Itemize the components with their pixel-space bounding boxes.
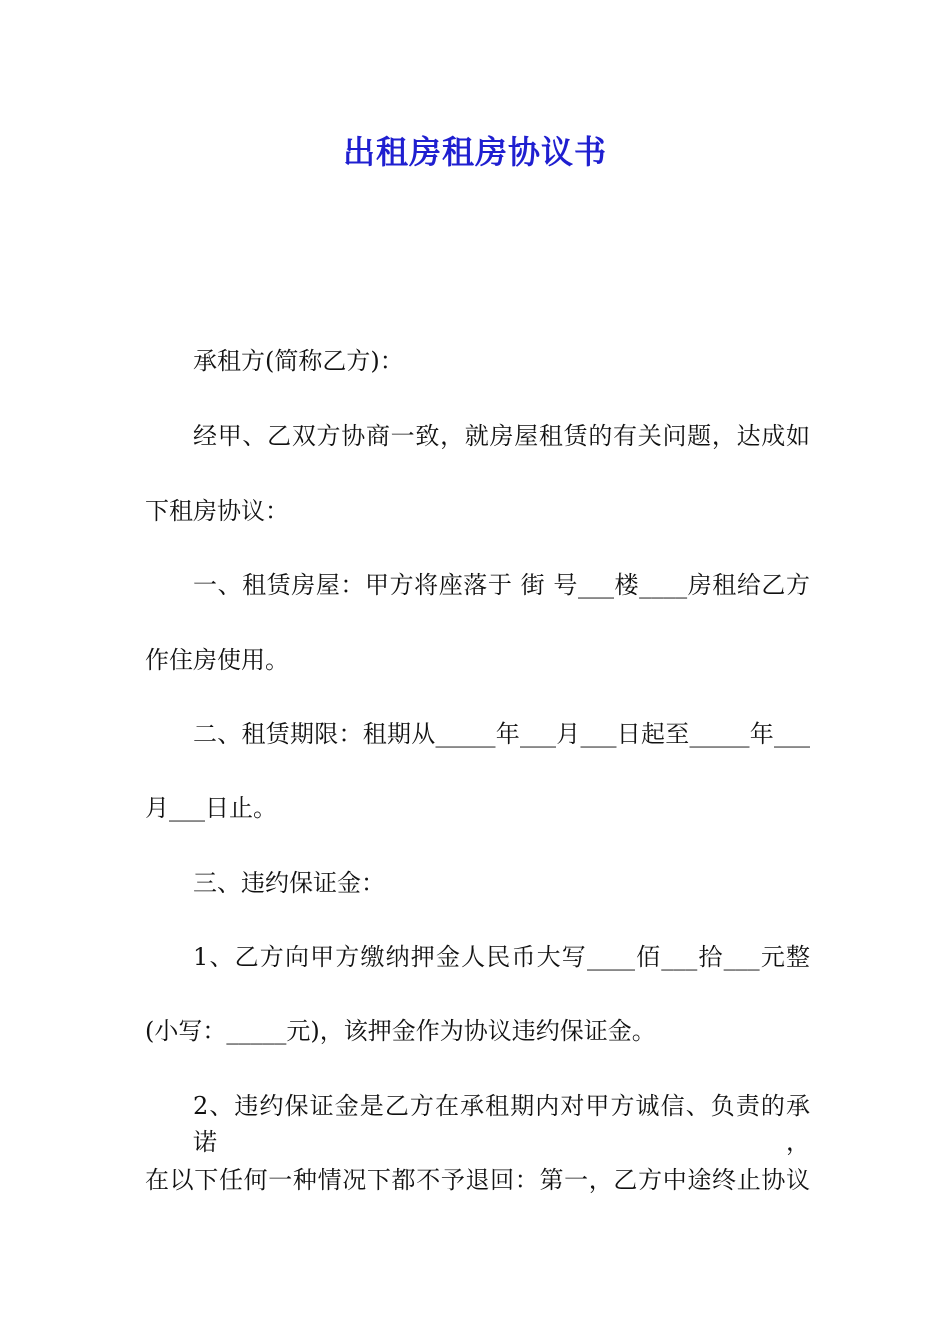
clause-1-line-1: 一、租赁房屋：甲方将座落于 街 号___楼____房租给乙方 <box>193 571 810 599</box>
clause-3-item-1-line-1: 1、乙方向甲方缴纳押金人民币大写____佰___拾___元整 <box>193 943 810 971</box>
clause-2-line-2: 月___日止。 <box>145 794 277 822</box>
clause-3-item-1-line-2: (小写：_____元)，该押金作为协议违约保证金。 <box>145 1017 656 1045</box>
clause-3-heading: 三、违约保证金： <box>193 869 385 897</box>
clause-3-item-2-line-1: 2、违约保证金是乙方在承租期内对甲方诚信、负责的承诺， <box>193 1092 810 1156</box>
agreement-intro-line-1: 经甲、乙双方协商一致，就房屋租赁的有关问题，达成如 <box>193 422 810 450</box>
lessee-line: 承租方(简称乙方)： <box>193 347 404 375</box>
agreement-intro-line-2: 下租房协议： <box>145 497 289 525</box>
clause-2-line-1: 二、租赁期限：租期从_____年___月___日起至_____年___ <box>193 720 810 748</box>
document-title: 出租房租房协议书 <box>342 133 607 171</box>
clause-3-item-2-line-2: 在以下任何一种情况下都不予退回：第一，乙方中途终止协议 <box>145 1166 810 1194</box>
clause-1-line-2: 作住房使用。 <box>145 646 289 674</box>
